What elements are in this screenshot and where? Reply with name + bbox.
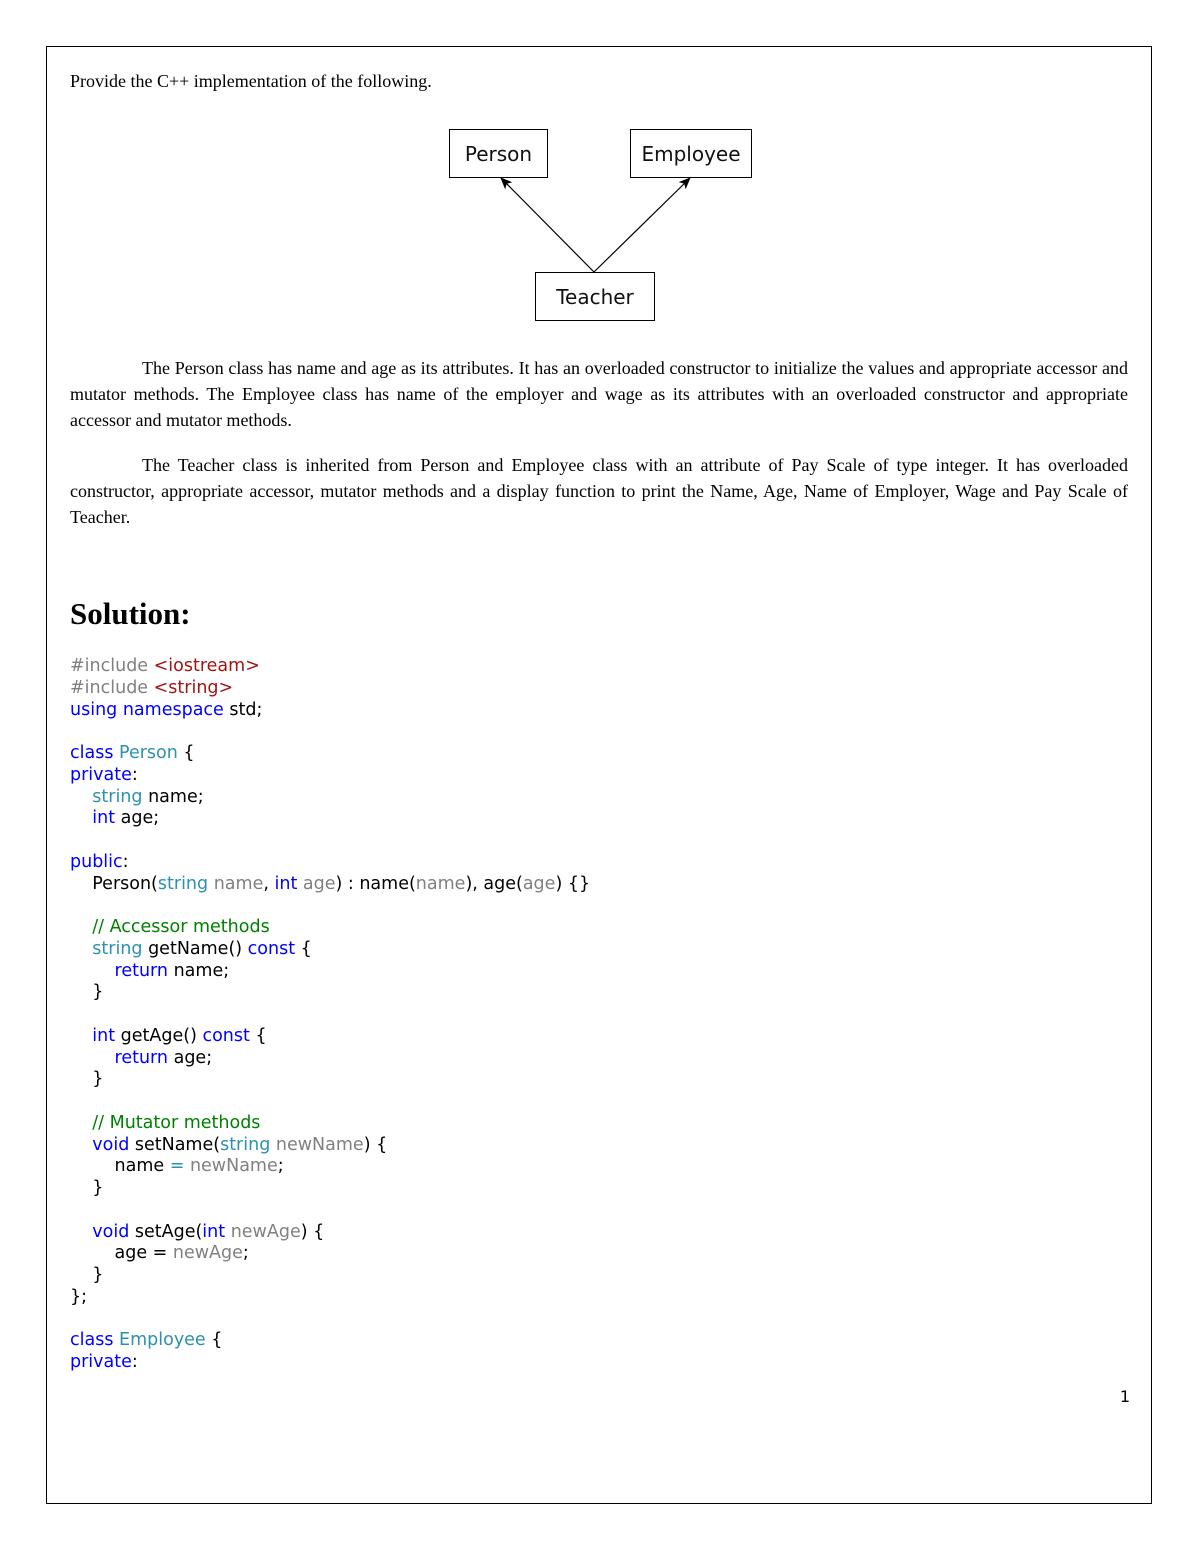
code-token: age = [70, 1243, 173, 1264]
description-paragraph-2: The Teacher class is inherited from Person and Employee class with an attribute of Pay Scale of type integer. It has overloaded constructor, appropriate accessor, mutator methods and a display function to print the Name, Age, Name of Employer, Wage and Pay Scale of Teacher. [70, 455, 1128, 527]
class-name-employee: Employee [641, 141, 741, 166]
code-line [70, 1004, 1128, 1026]
code-token: name; [168, 960, 230, 981]
code-token: name [208, 873, 264, 894]
code-line [70, 700, 1128, 722]
code-line [70, 678, 1128, 700]
code-line [70, 1026, 1128, 1048]
code-token: newName [270, 1134, 364, 1155]
class-box-employee [630, 129, 752, 178]
code-token: newAge [172, 1243, 243, 1264]
code-token: // Accessor methods [92, 917, 270, 937]
class-box-person [449, 129, 548, 178]
code-token [70, 808, 92, 828]
code-token [70, 787, 92, 807]
code-token: std; [223, 699, 263, 720]
code-line [70, 787, 1128, 809]
code-token: Employee [119, 1330, 206, 1351]
code-token: int [274, 873, 298, 894]
code-token: class [70, 1330, 114, 1351]
code-line [70, 961, 1128, 983]
code-line [70, 1178, 1128, 1200]
code-line [70, 721, 1128, 743]
code-token: string [92, 786, 143, 807]
code-token: string [92, 938, 143, 959]
code-line [70, 874, 1128, 896]
code-token: int [202, 1221, 226, 1242]
code-line [70, 852, 1128, 874]
code-line [70, 1330, 1128, 1352]
code-line [70, 830, 1128, 852]
code-token: : [122, 851, 129, 872]
code-token: ) : name( [335, 873, 416, 894]
code-token: <string> [153, 677, 234, 698]
code-token: int [92, 1025, 116, 1046]
code-line [70, 1091, 1128, 1113]
code-line [70, 1048, 1128, 1070]
code-token: } [70, 1069, 104, 1090]
code-token: return [114, 1047, 169, 1068]
code-line [70, 1352, 1128, 1374]
code-token: : [131, 1352, 138, 1372]
code-token [70, 1222, 92, 1242]
arrow-teacher-to-employee [594, 178, 690, 272]
code-token [70, 1048, 115, 1068]
code-line [70, 895, 1128, 917]
code-token: { [205, 1330, 223, 1351]
code-token: name [415, 873, 466, 894]
intro-text: Provide the C++ implementation of the following. [70, 71, 432, 91]
class-name-person: Person [464, 141, 533, 166]
code-token: setName( [129, 1134, 221, 1155]
code-token: #include [70, 677, 154, 698]
code-token: setAge( [129, 1221, 203, 1242]
code-token: } [70, 1265, 104, 1285]
code-token: using namespace [70, 699, 224, 720]
code-token: <iostream> [153, 656, 260, 676]
code-token: int [92, 808, 116, 829]
code-token [70, 1135, 92, 1155]
code-token: = [169, 1156, 185, 1177]
code-line [70, 1243, 1128, 1265]
code-block [70, 656, 1128, 1374]
code-token: #include [70, 656, 154, 676]
code-token: getAge() [115, 1025, 203, 1046]
code-token: ), age( [465, 873, 523, 894]
code-token: { [177, 743, 195, 763]
code-line [70, 1135, 1128, 1157]
code-line [70, 1309, 1128, 1331]
code-line [70, 808, 1128, 830]
code-token: string [220, 1134, 271, 1155]
code-line [70, 1287, 1128, 1309]
code-token: public [70, 851, 123, 872]
code-line [70, 939, 1128, 961]
code-token: { [249, 1025, 267, 1046]
code-token: void [92, 1221, 130, 1242]
code-line [70, 743, 1128, 765]
code-token: : [131, 764, 138, 785]
code-token: ; [242, 1243, 249, 1264]
code-token: return [114, 960, 169, 981]
code-token: // Mutator methods [92, 1112, 261, 1133]
code-token: void [92, 1134, 130, 1155]
code-token: , [263, 873, 275, 894]
code-token: } [70, 982, 104, 1003]
code-token [70, 917, 92, 937]
code-token: newName [184, 1156, 278, 1177]
code-line [70, 656, 1128, 678]
code-token: age; [115, 808, 160, 829]
code-token: private [70, 764, 132, 785]
code-line [70, 1265, 1128, 1287]
code-token: newAge [225, 1221, 301, 1242]
code-token [70, 1026, 92, 1046]
code-line [70, 917, 1128, 939]
code-token [70, 1113, 92, 1133]
code-token: name [70, 1156, 170, 1177]
code-token: age [297, 873, 336, 894]
code-token: ) { [300, 1221, 325, 1242]
code-token: string [157, 873, 209, 894]
code-line [70, 1113, 1128, 1135]
code-token: ; [277, 1156, 284, 1177]
code-token [70, 939, 92, 959]
arrow-teacher-to-person [501, 178, 594, 272]
solution-heading: Solution: [70, 596, 191, 631]
code-token [70, 961, 115, 981]
code-token: { [295, 938, 312, 959]
class-box-teacher [535, 272, 655, 321]
code-token: getName() [142, 938, 248, 959]
code-token: ) { [363, 1134, 388, 1155]
code-line [70, 1156, 1128, 1178]
code-token: const [202, 1025, 250, 1046]
code-line [70, 1200, 1128, 1222]
page-number: 1 [1119, 1387, 1130, 1406]
code-line [70, 982, 1128, 1004]
code-token: Person( [70, 873, 158, 894]
code-token: } [70, 1178, 104, 1198]
code-token: name; [142, 786, 204, 807]
code-line [70, 1069, 1128, 1091]
code-token: }; [70, 1286, 88, 1307]
code-token: age [522, 873, 556, 894]
code-token: class [70, 743, 114, 763]
code-token: ) {} [555, 873, 591, 894]
code-token: age; [168, 1047, 213, 1068]
code-line [70, 765, 1128, 787]
description-paragraph-1: The Person class has name and age as its attributes. It has an overloaded constructor to initialize the values and appropriate accessor and mutator methods. The Employee class has name of the employer and wage as its attributes with an overloaded constructor and appropriate accessor and mutator methods. [70, 358, 1128, 430]
code-line [70, 1222, 1128, 1244]
code-token: const [247, 938, 296, 959]
class-name-teacher: Teacher [556, 284, 634, 309]
class-diagram [440, 120, 770, 330]
code-token: private [70, 1352, 132, 1372]
code-token: Person [119, 743, 178, 763]
